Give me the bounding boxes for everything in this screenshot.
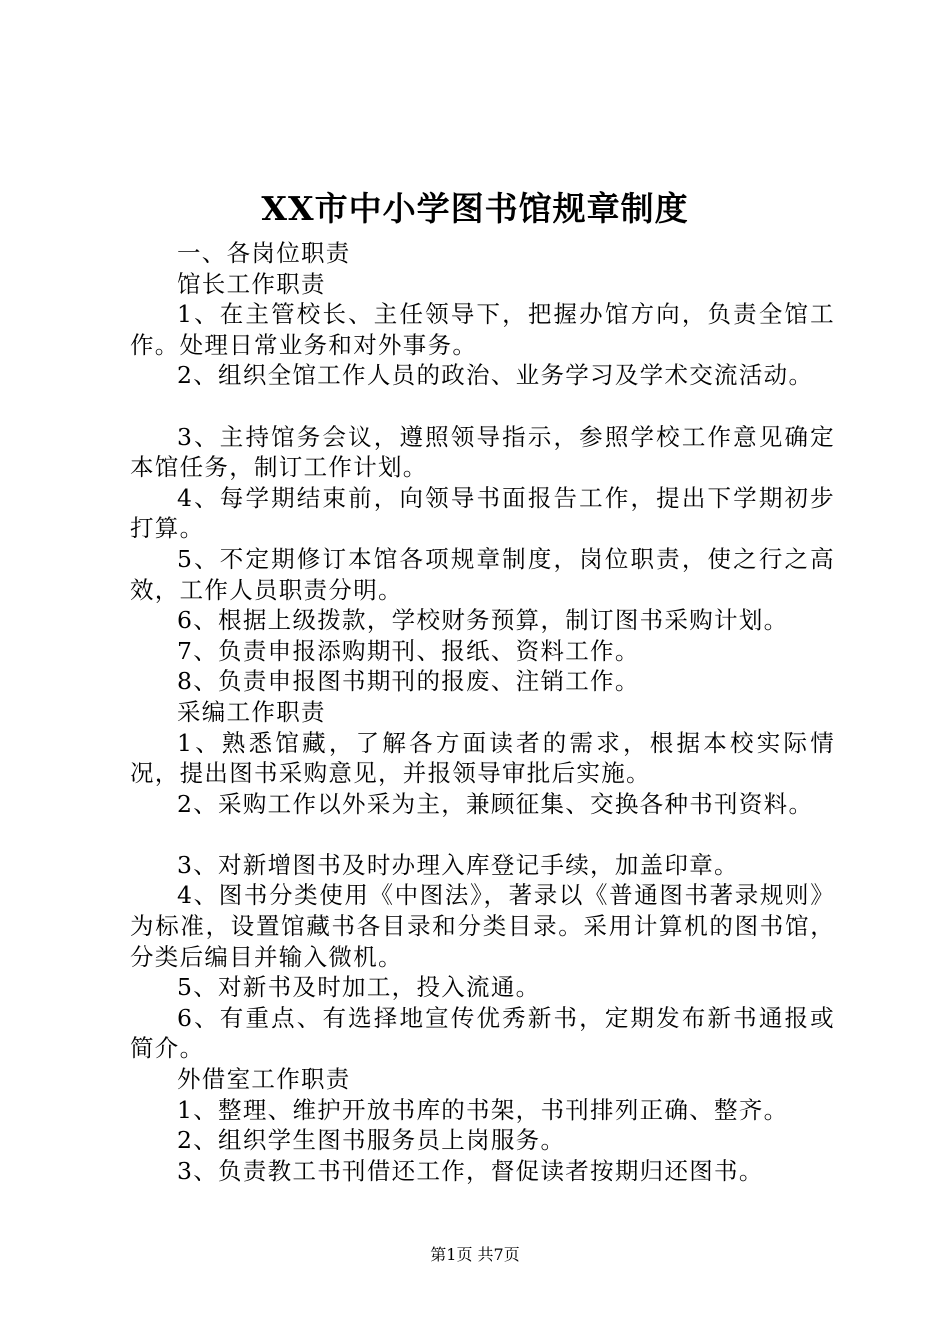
document-body — [130, 238, 835, 1186]
paragraph: 3、主持馆务会议，遵照领导指示，参照学校工作意见确定本馆任务，制订工作计划。 — [130, 422, 835, 482]
paragraph: 3、对新增图书及时办理入库登记手续，加盖印章。 — [177, 850, 739, 879]
paragraph: 8、负责申报图书期刊的报废、注销工作。 — [177, 667, 640, 696]
paragraph: 5、对新书及时加工，投入流通。 — [177, 973, 541, 1002]
subsection-heading: 采编工作职责 — [177, 697, 326, 726]
paragraph: 1、整理、维护开放书库的书架，书刊排列正确、整齐。 — [177, 1095, 789, 1124]
paragraph: 3、负责教工书刊借还工作，督促读者按期归还图书。 — [177, 1156, 764, 1185]
page-title: XX市中小学图书馆规章制度 — [261, 189, 689, 228]
paragraph: 1、熟悉馆藏，了解各方面读者的需求，根据本校实际情况，提出图书采购意见，并报领导审批后实施。 — [130, 728, 835, 788]
paragraph: 6、有重点、有选择地宣传优秀新书，定期发布新书通报或简介。 — [130, 1003, 835, 1063]
subsection-heading: 馆长工作职责 — [177, 269, 326, 298]
paragraph: 1、在主管校长、主任领导下，把握办馆方向，负责全馆工作。处理日常业务和对外事务。 — [130, 300, 835, 359]
section-heading: 一、各岗位职责 — [177, 239, 351, 267]
paragraph: 6、根据上级拨款，学校财务预算，制订图书采购计划。 — [177, 606, 789, 635]
subsection-heading: 外借室工作职责 — [177, 1065, 351, 1094]
paragraph: 4、每学期结束前，向领导书面报告工作，提出下学期初步打算。 — [130, 483, 835, 543]
paragraph: 7、负责申报添购期刊、报纸、资料工作。 — [177, 636, 640, 665]
page-number: 第1页 共7页 — [430, 1245, 520, 1264]
paragraph: 2、组织全馆工作人员的政治、业务学习及学术交流活动。 — [177, 361, 814, 390]
paragraph: 4、图书分类使用《中图法》，著录以《普通图书著录规则》为标准，设置馆藏书各目录和分类目录。采用计算机的图书馆，分类后编目并输入微机。 — [130, 881, 835, 971]
paragraph: 2、采购工作以外采为主，兼顾征集、交换各种书刊资料。 — [177, 789, 814, 818]
paragraph: 5、不定期修订本馆各项规章制度，岗位职责，使之行之高效，工作人员职责分明。 — [130, 544, 835, 604]
paragraph: 2、组织学生图书服务员上岗服务。 — [177, 1126, 566, 1155]
